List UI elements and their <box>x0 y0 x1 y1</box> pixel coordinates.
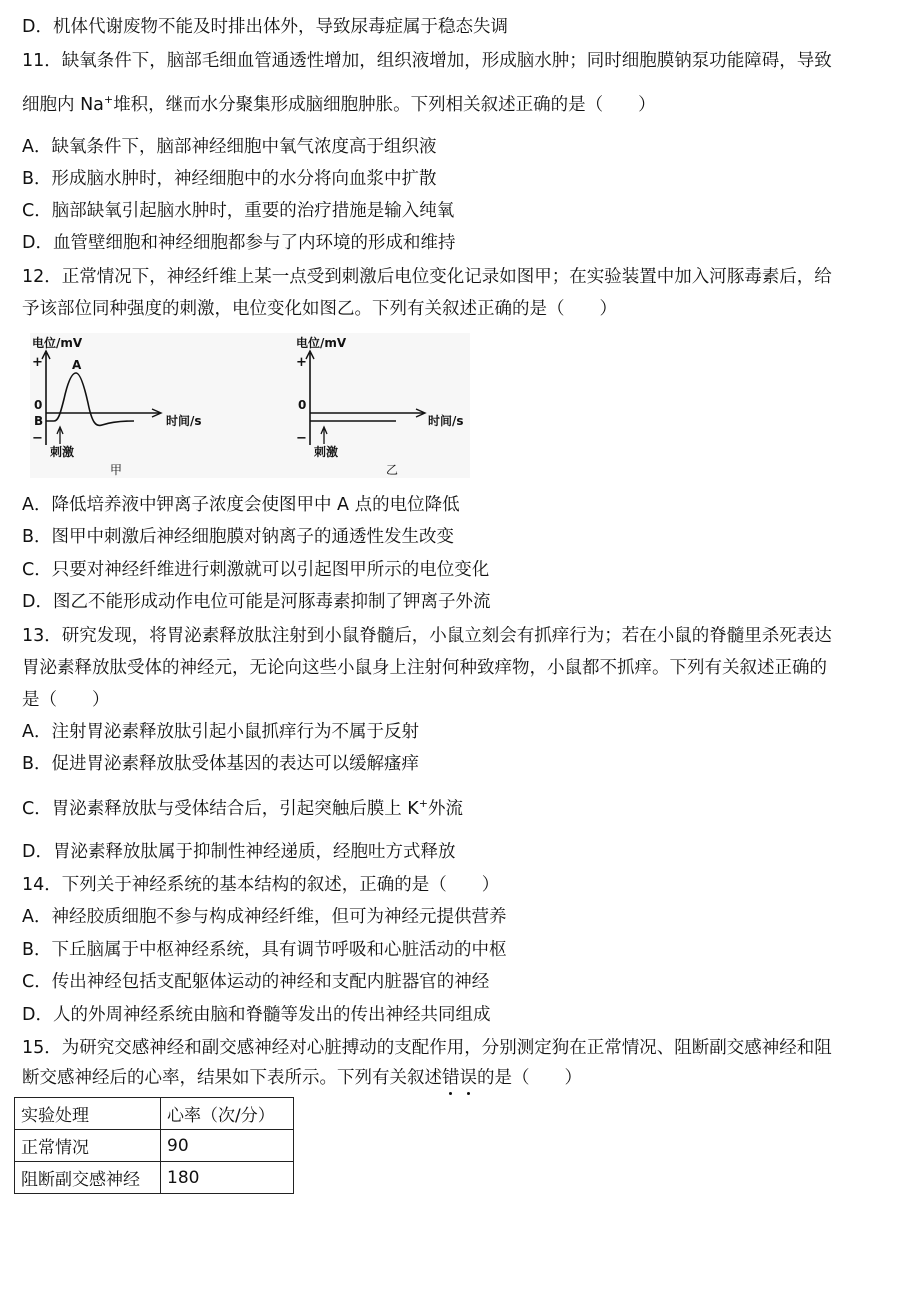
q11-stem-line2-post: 堆积，继而水分聚集形成脑细胞肿胀。下列相关叙述正确的是（ ） <box>113 95 656 115</box>
q13-option-d: D．胃泌素释放肽属于抑制性神经递质，经胞吐方式释放 <box>22 842 456 862</box>
q15-emphasis-char-1: 错 <box>442 1068 460 1088</box>
q11-sodium-superscript: + <box>103 93 114 106</box>
q14-option-a: A．神经胶质细胞不参与构成神经纤维，但可为神经元提供营养 <box>22 907 507 927</box>
q11-option-c: C．脑部缺氧引起脑水肿时，重要的治疗措施是输入纯氧 <box>22 201 455 221</box>
q11-option-b: B．形成脑水肿时，神经细胞中的水分将向血浆中扩散 <box>22 169 437 189</box>
right-ylabel: 电位/mV <box>296 336 347 350</box>
q15-heart-rate-table <box>14 1097 294 1194</box>
q11-option-d: D．血管壁细胞和神经细胞都参与了内环境的形成和维持 <box>22 233 456 253</box>
q12-option-b: B．图甲中刺激后神经细胞膜对钠离子的通透性发生改变 <box>22 527 455 547</box>
q13-stem-line3: 是（ ） <box>22 690 110 710</box>
q13-stem-line1: 13．研究发现，将胃泌素释放肽注射到小鼠脊髓后，小鼠立刻会有抓痒行为；若在小鼠的脊髓里杀死表达 <box>22 626 832 646</box>
q12-option-a: A．降低培养液中钾离子浓度会使图甲中 A 点的电位降低 <box>22 495 460 515</box>
table-cell-treatment: 阻断副交感神经 <box>15 1162 161 1194</box>
q12-potential-figure <box>30 333 470 478</box>
table-header-treatment: 实验处理 <box>15 1098 161 1130</box>
q13-stem-line2: 胃泌素释放肽受体的神经元，无论向这些小鼠身上注射何种致痒物，小鼠都不抓痒。下列有关叙述正确的 <box>22 658 827 678</box>
q12-option-d: D．图乙不能形成动作电位可能是河豚毒素抑制了钾离子外流 <box>22 592 491 612</box>
left-zero-label: 0 <box>34 398 43 412</box>
q13-option-c <box>22 797 463 821</box>
q11-stem-line2 <box>22 93 656 117</box>
q14-option-d: D．人的外周神经系统由脑和脊髓等发出的传出神经共同组成 <box>22 1005 491 1025</box>
left-peak-label: A <box>72 358 82 372</box>
q15-stem-line2-post: 的是（ ） <box>477 1068 582 1088</box>
table-header-heart-rate: 心率（次/分） <box>161 1098 294 1130</box>
q15-stem-line2-pre: 断交感神经后的心率，结果如下表所示。下列有关叙述 <box>22 1068 442 1088</box>
q12-option-c: C．只要对神经纤维进行刺激就可以引起图甲所示的电位变化 <box>22 560 490 580</box>
q14-stem: 14．下列关于神经系统的基本结构的叙述，正确的是（ ） <box>22 875 500 895</box>
table-row <box>15 1130 294 1162</box>
left-minus-sign: − <box>32 431 43 446</box>
q13-option-b: B．促进胃泌素释放肽受体基因的表达可以缓解瘙痒 <box>22 754 420 774</box>
table-cell-heart-rate: 180 <box>161 1162 294 1194</box>
table-cell-treatment: 正常情况 <box>15 1130 161 1162</box>
left-ylabel: 电位/mV <box>32 336 83 350</box>
table-row <box>15 1162 294 1194</box>
q11-stem-line1: 11．缺氧条件下，脑部毛细血管通透性增加，组织液增加，形成脑水肿；同时细胞膜钠泵功能障碍，导致 <box>22 51 832 71</box>
right-caption: 乙 <box>386 463 399 477</box>
table-header-row <box>15 1098 294 1130</box>
q13-option-c-pre: C．胃泌素释放肽与受体结合后，引起突触后膜上 K <box>22 799 419 819</box>
q12-stem-line1: 12．正常情况下，神经纤维上某一点受到刺激后电位变化记录如图甲；在实验装置中加入河豚毒素后，给 <box>22 267 832 287</box>
q13-potassium-superscript: + <box>418 797 428 810</box>
q15-stem-line2 <box>22 1066 582 1090</box>
left-stimulus-label: 刺激 <box>50 445 75 459</box>
right-minus-sign: − <box>296 431 307 446</box>
q13-option-a: A．注射胃泌素释放肽引起小鼠抓痒行为不属于反射 <box>22 722 419 742</box>
left-caption: 甲 <box>110 463 123 477</box>
q15-emphasis-char-2: 误 <box>459 1068 477 1088</box>
right-plus-sign: + <box>296 355 307 370</box>
right-zero-label: 0 <box>298 398 307 412</box>
q11-option-a: A．缺氧条件下，脑部神经细胞中氧气浓度高于组织液 <box>22 137 437 157</box>
q15-stem-line1: 15．为研究交感神经和副交感神经对心脏搏动的支配作用，分别测定狗在正常情况、阻断副交感神经和阻 <box>22 1038 832 1058</box>
q11-stem-line2-pre: 细胞内 Na <box>22 95 104 115</box>
q14-option-c: C．传出神经包括支配躯体运动的神经和支配内脏器官的神经 <box>22 972 490 992</box>
right-stimulus-label: 刺激 <box>314 445 339 459</box>
left-rest-label: B <box>34 414 44 428</box>
right-xlabel: 时间/s <box>428 414 464 428</box>
left-xlabel: 时间/s <box>166 414 202 428</box>
q12-stem-line2: 予该部位同种强度的刺激，电位变化如图乙。下列有关叙述正确的是（ ） <box>22 299 617 319</box>
figure-background <box>30 333 470 478</box>
q13-option-c-post: 外流 <box>427 799 463 819</box>
left-plus-sign: + <box>32 355 43 370</box>
q14-option-b: B．下丘脑属于中枢神经系统，具有调节呼吸和心脏活动的中枢 <box>22 940 507 960</box>
table-cell-heart-rate: 90 <box>161 1130 294 1162</box>
q10-option-d: D．机体代谢废物不能及时排出体外，导致尿毒症属于稳态失调 <box>22 17 508 37</box>
